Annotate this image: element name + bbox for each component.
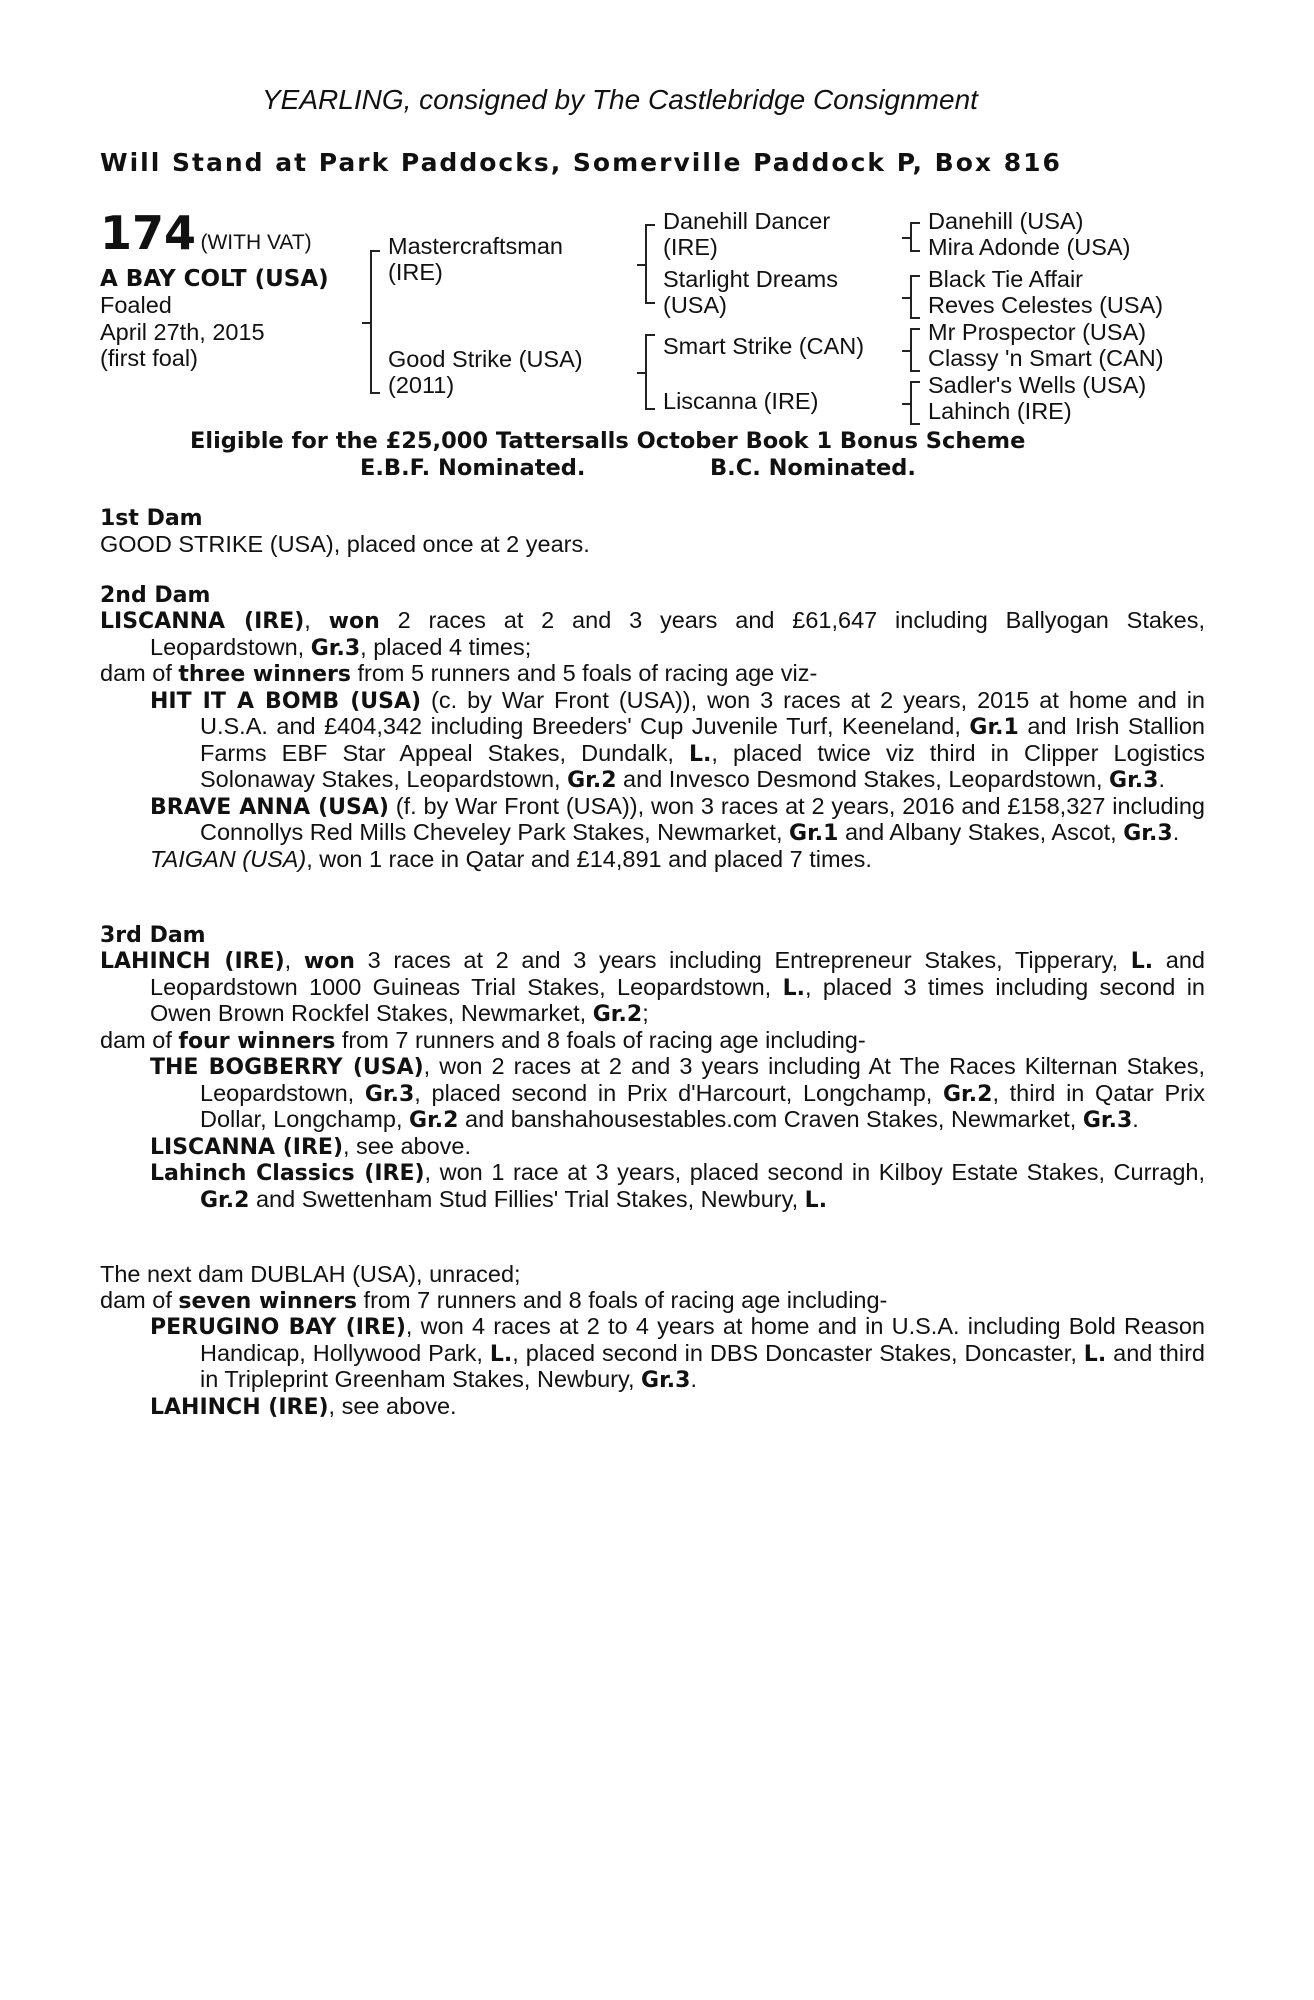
dam-dam: Liscanna (IRE) bbox=[663, 388, 819, 414]
g4-4: Reves Celestes (USA) bbox=[928, 292, 1164, 318]
foal-liscanna: LISCANNA (IRE), see above. bbox=[150, 1132, 472, 1160]
foal-lahinch: LAHINCH (IRE), see above. bbox=[150, 1392, 457, 1420]
g4-7: Sadler's Wells (USA) bbox=[928, 372, 1147, 398]
pedigree-brace-2a bbox=[645, 224, 655, 304]
dam-sire: Smart Strike (CAN) bbox=[663, 333, 865, 359]
stand-location: Will Stand at Park Paddocks, Somerville Paddock P, Box 816 bbox=[100, 148, 1062, 177]
second-dam-title: 2nd Dam bbox=[100, 583, 211, 608]
lot-number-line bbox=[100, 206, 312, 260]
first-dam-title: 1st Dam bbox=[100, 506, 203, 531]
third-dam-entry: LAHINCH (IRE), won 3 races at 2 and 3 years including Entrepreneur Stakes, Tipperary, L. and Leopardstown 1000 Guineas Trial Stakes, Leopardstown, L., placed 3 times including second in Owen Brown Rockfel Stakes, Newmarket, Gr.2; dam of four winners from 7 runners and 8 foals of racing age including- THE BOGBERRY (USA), won 2 races at 2 and 3 years including At The Races Kilternan Stakes, Leopardstown, Gr.3, placed second in Prix d'Harcourt, Longchamp, Gr.2, third in Qatar Prix Dollar, Longchamp, Gr.2 and banshahousestables.com Craven Stakes, Newmarket, Gr.3. LISCANNA (IRE), see above. Lahinch Classics (IRE), won 1 race at 3 years, placed second in Kilboy Estate Stakes, Curragh, Gr.2 and Swettenham Stud Fillies' Trial Stakes, Newbury, L. bbox=[100, 947, 1205, 1213]
sire: Mastercraftsman (IRE) bbox=[388, 233, 563, 285]
foal-brave-anna: BRAVE ANNA (USA) (f. by War Front (USA)), won 3 races at 2 years, 2016 and £158,327 including Connollys Red Mills Cheveley Park Stakes, Newmarket, Gr.1 and Albany Stakes, Ascot, Gr.3. bbox=[150, 792, 1205, 846]
foal-the-bogberry: THE BOGBERRY (USA), won 2 races at 2 and 3 years including At The Races Kilternan Stakes, Leopardstown, Gr.3, placed second in Prix d'Harcourt, Longchamp, Gr.2, third in Qatar Prix Dollar, Longchamp, Gr.2 and banshahousestables.com Craven Stakes, Newmarket, Gr.3. bbox=[150, 1053, 1205, 1133]
sire-dam: Starlight Dreams (USA) bbox=[663, 266, 838, 318]
dam: Good Strike (USA) (2011) bbox=[388, 346, 583, 398]
pedigree-brace-2b bbox=[645, 334, 655, 410]
second-dam-entry: LISCANNA (IRE), won 2 races at 2 and 3 years and £61,647 including Ballyogan Stakes, Leopardstown, Gr.3, placed 4 times; dam of three winners from 5 runners and 5 foals of racing age viz- HIT IT A BOMB (USA) (c. by War Front (USA)), won 3 races at 2 years, 2015 at home and in U.S.A. and £404,342 including Breeders' Cup Juvenile Turf, Keeneland, Gr.1 and Irish Stallion Farms EBF Star Appeal Stakes, Dundalk, L., placed twice viz third in Clipper Logistics Solonaway Stakes, Leopardstown, Gr.2 and Invesco Desmond Stakes, Leopardstown, Gr.3. BRAVE ANNA (USA) (f. by War Front (USA)), won 3 races at 2 years, 2016 and £158,327 including Connollys Red Mills Cheveley Park Stakes, Newmarket, Gr.1 and Albany Stakes, Ascot, Gr.3. TAIGAN (USA), won 1 race in Qatar and £14,891 and placed 7 times. bbox=[100, 607, 1206, 872]
pedigree-brace-1 bbox=[370, 250, 380, 394]
g4-6: Classy 'n Smart (CAN) bbox=[928, 345, 1164, 371]
bc-nominated: B.C. Nominated. bbox=[710, 455, 916, 481]
first-dam-text: GOOD STRIKE (USA), placed once at 2 years. bbox=[100, 531, 590, 557]
lot-name: A BAY COLT (USA) bbox=[100, 266, 329, 292]
foaled-label: Foaled bbox=[100, 292, 172, 318]
pedigree-brace-3b bbox=[910, 275, 920, 319]
foal-note: (first foal) bbox=[100, 345, 198, 371]
foal-lahinch-classics: Lahinch Classics (IRE), won 1 race at 3 years, placed second in Kilboy Estate Stakes, Curragh, Gr.2 and Swettenham Stud Fillies' Trial Stakes, Newbury, L. bbox=[150, 1159, 1205, 1213]
vat-label: (WITH VAT) bbox=[200, 231, 312, 254]
g4-3: Black Tie Affair bbox=[928, 266, 1083, 292]
third-dam-title: 3rd Dam bbox=[100, 923, 206, 948]
g4-8: Lahinch (IRE) bbox=[928, 398, 1072, 424]
g4-5: Mr Prospector (USA) bbox=[928, 319, 1147, 345]
pedigree-brace-3a bbox=[910, 222, 920, 252]
pedigree-brace-3d bbox=[910, 381, 920, 425]
catalogue-heading: YEARLING, consigned by The Castlebridge Consignment bbox=[262, 84, 978, 115]
foal-perugino-bay: PERUGINO BAY (IRE), won 4 races at 2 to 4 years at home and in U.S.A. including Bold Reason Handicap, Hollywood Park, L., placed second in DBS Doncaster Stakes, Doncaster, L. and third in Tripleprint Greenham Stakes, Newbury, Gr.3. bbox=[150, 1313, 1205, 1393]
bonus-scheme: Eligible for the £25,000 Tattersalls October Book 1 Bonus Scheme bbox=[190, 428, 1026, 454]
g4-1: Danehill (USA) bbox=[928, 208, 1084, 234]
lot-number: 174 bbox=[100, 206, 197, 260]
pedigree-brace-3c bbox=[910, 328, 920, 372]
g4-2: Mira Adonde (USA) bbox=[928, 234, 1131, 260]
foaled-date: April 27th, 2015 bbox=[100, 319, 265, 345]
sire-sire: Danehill Dancer (IRE) bbox=[663, 208, 831, 260]
foal-hit-it-a-bomb: HIT IT A BOMB (USA) (c. by War Front (USA)), won 3 races at 2 years, 2015 at home and in U.S.A. and £404,342 including Breeders' Cup Juvenile Turf, Keeneland, Gr.1 and Irish Stallion Farms EBF Star Appeal Stakes, Dundalk, L., placed twice viz third in Clipper Logistics Solonaway Stakes, Leopardstown, Gr.2 and Invesco Desmond Stakes, Leopardstown, Gr.3. bbox=[150, 686, 1206, 793]
foal-taigan: TAIGAN (USA), won 1 race in Qatar and £14,891 and placed 7 times. bbox=[150, 845, 872, 872]
next-dam-entry: The next dam DUBLAH (USA), unraced; dam of seven winners from 7 runners and 8 foals of racing age including- PERUGINO BAY (IRE), won 4 races at 2 to 4 years at home and in U.S.A. including Bold Reason Handicap, Hollywood Park, L., placed second in DBS Doncaster Stakes, Doncaster, L. and third in Tripleprint Greenham Stakes, Newbury, Gr.3. LAHINCH (IRE), see above. bbox=[100, 1261, 1205, 1420]
ebf-nominated: E.B.F. Nominated. bbox=[360, 455, 586, 481]
